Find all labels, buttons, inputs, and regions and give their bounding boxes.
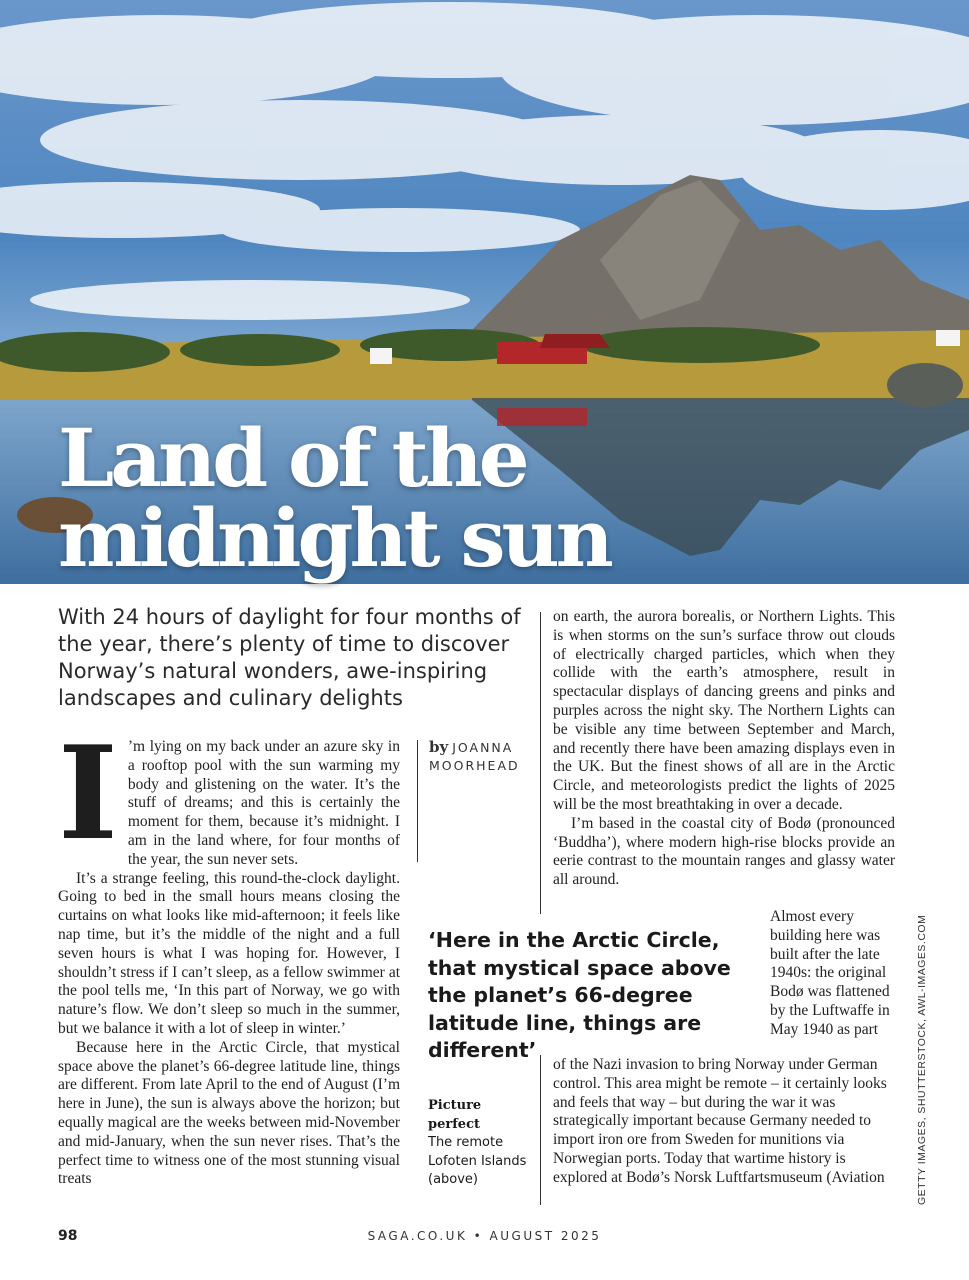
- body-column-1: [58, 719, 400, 1189]
- body-paragraph: of the Nazi invasion to bring Norway under German control. This area might be remote – it certainly looks and feels that way – but during the war it was strategically important because Germany needed to import iron ore from Sweden for munitions via Norwegian ports. Today that wartime history is explored at Bodø’s Norsk Luftfartsmuseum (Aviation: [553, 1056, 887, 1186]
- body-paragraph: Almost every building here was built after the late 1940s: the original Bodø was flattened by the Luftwaffe in May 1940 as part: [770, 908, 890, 1038]
- body-paragraph: It’s a strange feeling, this round-the-clock daylight. Going to bed in the small hours means closing the curtains on what looks like mid-afternoon; it feels like nap time, but it’s the middle of the night and a full seven hours is what I was hoping for. However, I shouldn’t stress if I can’t sleep, as a fellow swimmer at the pool tells me, ‘In this part of Norway, we go with nature’s flow. We don’t sleep so much in the summer, but we balance it with a lot of sleep in winter.’: [58, 869, 400, 1037]
- byline-author: JOANNA MOORHEAD: [429, 740, 520, 773]
- body-column-3-top: [553, 608, 895, 890]
- column-divider: [540, 612, 541, 914]
- photo-credit: GETTY IMAGES, SHUTTERSTOCK, AWL-IMAGES.COM: [916, 914, 928, 1205]
- caption-title: Picture perfect: [428, 1098, 482, 1132]
- standfirst: With 24 hours of daylight for four months of the year, there’s plenty of time to discover Norway’s natural wonders, awe-inspiring landscapes and culinary delights: [58, 605, 521, 710]
- headline-line-1: Land of the: [58, 411, 526, 505]
- body-paragraph: I’m based in the coastal city of Bodø (pronounced ‘Buddha’), where modern high-rise blocks provide an eerie contrast to the mountain ranges and glassy water all around.: [553, 814, 895, 889]
- headline-line-2: midnight sun: [58, 491, 610, 585]
- headline: [58, 411, 610, 585]
- body-paragraph: on earth, the aurora borealis, or Northern Lights. This is when storms on the sun’s surface throw out clouds of electrically charged particles, which when they collide with the earth’s atmosphere, result in spectacular displays of dancing greens and pinks and purples across the night sky. The Northern Lights can be visible any time between September and March, and recently there have been amazing displays even in the UK. But the finest shows of all are in the Arctic Circle, and meteorologists predict the lights of 2025 will be the most breathtaking in over a decade.: [553, 608, 895, 813]
- body-paragraph: Because here in the Arctic Circle, that mystical space above the planet’s 66-degree latitude line, things are different. From late April to the end of August (I’m here in June), the sun is always above the horizon; but equally magical are the weeks between mid-November and mid-January, when the sun never rises. That’s the perfect time to witness one of the most stunning visual treats: [58, 1038, 400, 1188]
- page-number: 98: [58, 1228, 78, 1244]
- drop-cap: I: [58, 719, 118, 869]
- column-divider: [417, 740, 418, 862]
- publication-footer: SAGA.CO.UK • AUGUST 2025: [367, 1229, 602, 1243]
- body-paragraph: ’m lying on my back under an azure sky in a rooftop pool with the sun warming my body and glistening on the water. It’s the stuff of dreams; and this is certainly the moment for them, because it’s midnight. I am in the land where, for four months of the year, the sun never sets.: [127, 738, 400, 868]
- body-column-3-bottom: [553, 1056, 895, 1188]
- byline: [429, 738, 539, 775]
- caption-text: The remote Lofoten Islands (above): [428, 1135, 527, 1187]
- column-divider: [540, 1055, 541, 1205]
- pull-quote: ‘Here in the Arctic Circle, that mystical space above the planet’s 66-degree latitude line, things are different’: [428, 928, 731, 1062]
- photo-caption: [428, 1097, 528, 1190]
- byline-prefix: by: [429, 738, 449, 756]
- body-column-3-narrow: [770, 908, 895, 1040]
